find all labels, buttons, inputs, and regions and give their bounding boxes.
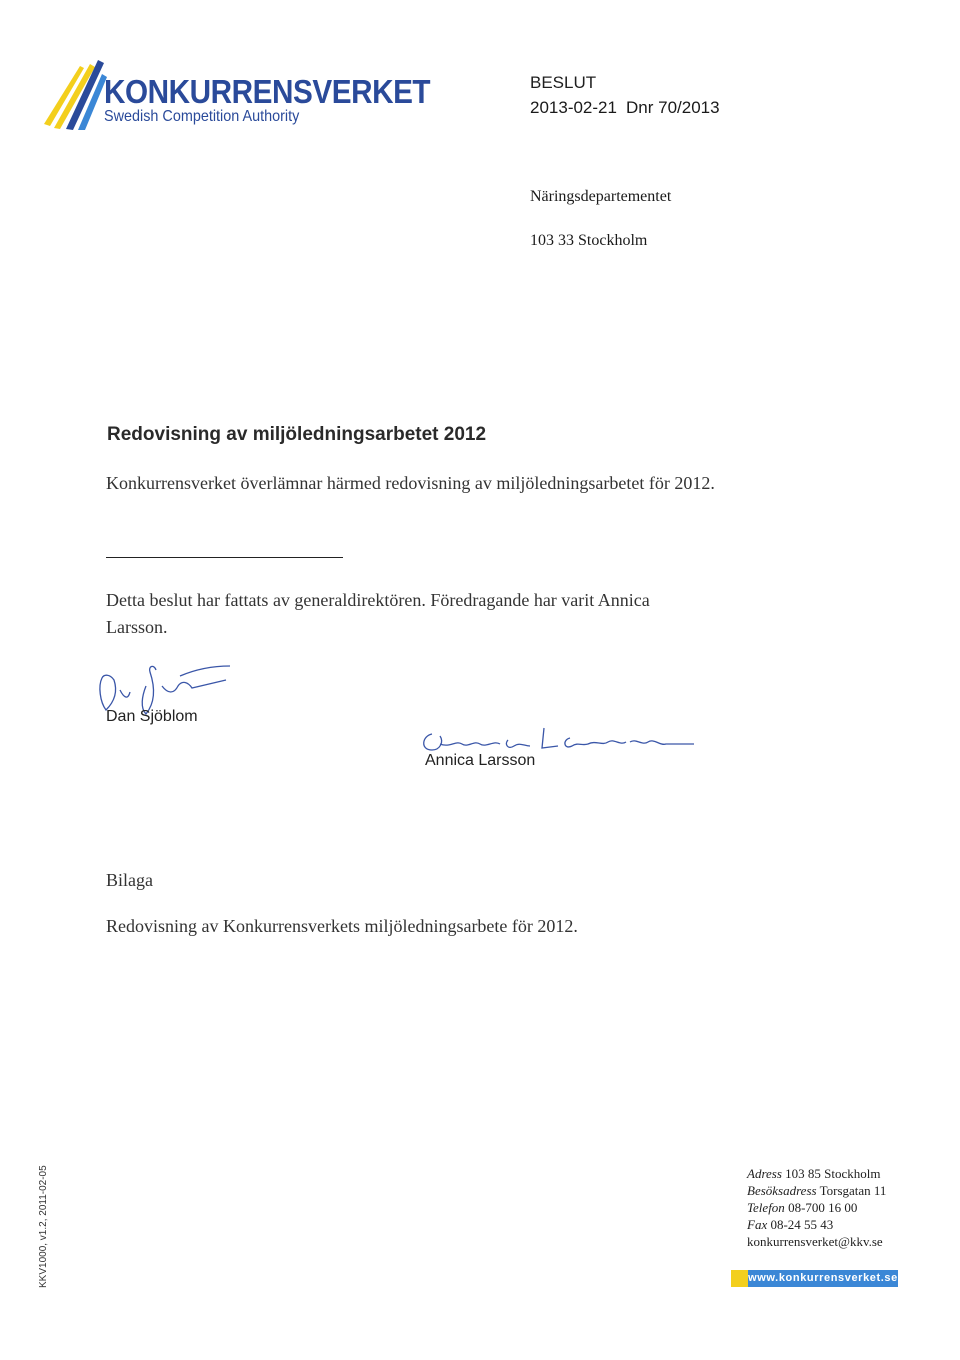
fax-value: 08-24 55 43 <box>770 1217 834 1232</box>
website-badge-accent <box>731 1270 748 1287</box>
visit-address-label: Besöksadress <box>747 1183 817 1198</box>
contact-visit-line <box>747 1182 886 1199</box>
signer-name-annica: Annica Larsson <box>425 752 536 769</box>
body-paragraph: Konkurrensverket överlämnar härmed redovisning av miljöledningsarbetet för 2012. <box>106 473 715 493</box>
document-type: BESLUT <box>530 73 597 92</box>
fax-label: Fax <box>747 1217 768 1232</box>
recipient-address: 103 33 Stockholm <box>530 232 648 249</box>
org-logo-subtitle: Swedish Competition Authority <box>104 108 300 125</box>
document-date: 2013-02-21 <box>530 98 617 117</box>
contact-email: konkurrensverket@kkv.se <box>747 1234 883 1249</box>
address-value: 103 85 Stockholm <box>785 1166 881 1181</box>
org-logo-name: KONKURRENSVERKET <box>104 73 431 110</box>
subject-title: Redovisning av miljöledningsarbetet 2012 <box>107 424 487 445</box>
website-badge <box>731 1270 898 1287</box>
contact-address-line <box>747 1165 886 1182</box>
phone-value: 08-700 16 00 <box>788 1200 858 1215</box>
document-reference: Dnr 70/2013 <box>626 98 720 117</box>
decision-note: Detta beslut har fattats av generaldirektören. Föredragande har varit Annica Larsson. <box>106 590 650 637</box>
logo-mark-icon <box>40 58 108 130</box>
contact-block <box>747 1165 886 1250</box>
attachment-heading: Bilaga <box>106 870 153 890</box>
signer-name-dan: Dan Sjöblom <box>106 708 198 725</box>
phone-label: Telefon <box>747 1200 785 1215</box>
recipient-name: Näringsdepartementet <box>530 188 672 205</box>
form-version-code: KKV1000, v1.2, 2011-02-05 <box>38 1165 49 1288</box>
visit-address-value: Torsgatan 11 <box>819 1183 887 1198</box>
contact-fax-line <box>747 1216 886 1233</box>
attachment-description: Redovisning av Konkurrensverkets miljöledningsarbete för 2012. <box>106 916 578 936</box>
address-label: Adress <box>747 1166 782 1181</box>
contact-phone-line <box>747 1199 886 1216</box>
divider <box>106 557 343 558</box>
website-link[interactable]: www.konkurrensverket.se <box>748 1270 898 1287</box>
